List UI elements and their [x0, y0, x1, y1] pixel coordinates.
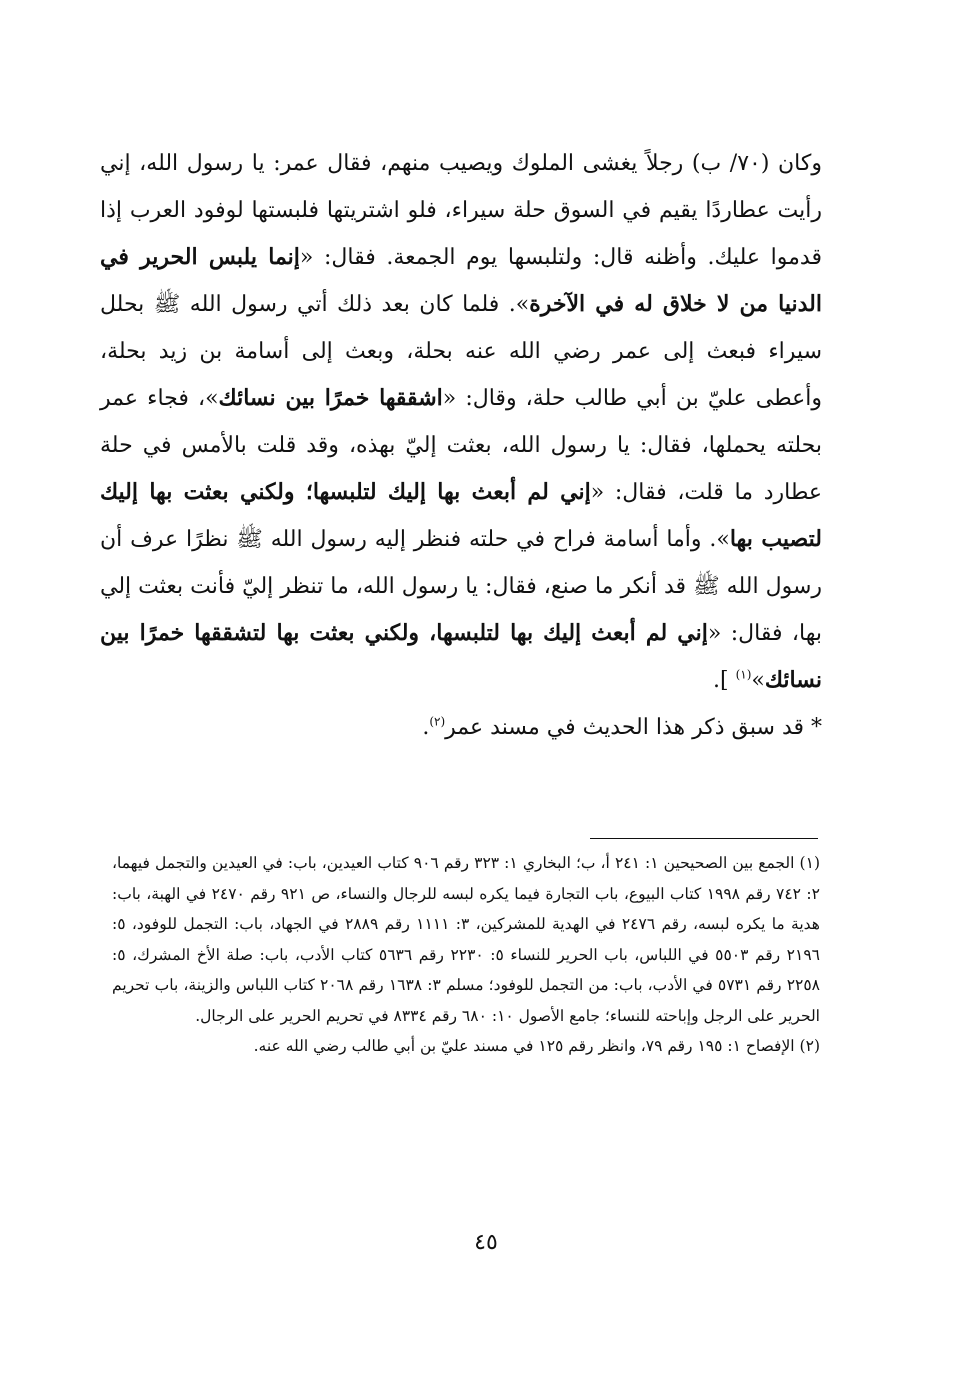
cross-reference-note: [100, 704, 822, 751]
footnote-1: [112, 848, 820, 1031]
footnote-number: (٢): [799, 1037, 820, 1055]
footnote-reference-1[interactable]: (١): [735, 667, 752, 682]
narration-text: »، فجاء عمر بحلته يحملها، فقال: يا رسول الله، بعثت إليّ بهذه، وقد قلت بالأمس في حلة عطارد ما قلت، فقال: «: [100, 386, 822, 505]
narration-text: وكان (٧٠/ ب) رجلاً يغشى الملوك ويصيب منهم، فقال عمر: يا رسول الله، إني رأيت عطاردًا يقيم في السوق حلة سيراء، فلو اشتريتها فلبستها لوفود العرب إذا قدموا عليك. وأظنه قال: ولتلبسها يوم الجمعة. فقال: «: [100, 151, 822, 270]
footnote-text: الإفصاح ١: ١٩٥ رقم ٧٩، وانظر رقم ١٢٥ في مسند عليّ بن أبي طالب رضي الله عنه.: [253, 1037, 795, 1055]
footnote-number: (١): [799, 854, 820, 872]
footnote-text: الجمع بين الصحيحين ١: ٢٤١ أ، ب؛ البخاري ١: ٣٢٣ رقم ٩٠٦ كتاب العيدين، باب: في العيدين والتجمل فيهما، ٢: ٧٤٢ رقم ١٩٩٨ كتاب البيوع، باب التجارة فيما يكره لبسه للرجال والنساء، ص ٩٢١ رقم ٢٤٧٠ في الهبة، باب: هدية ما يكره لبسه، رقم ٢٤٧٦ في الهدية للمشركين، ٣: ١١١١ رقم ٢٨٨٩ في الجهاد، باب: التجمل للوفود، ٥: ٢١٩٦ رقم ٥٥٠٣ في اللباس، باب الحرير للنساء ٥: ٢٢٣٠ رقم ٥٦٣٦ كتاب الأدب، باب: صلة الأخ المشرك، ٥: ٢٢٥٨ رقم ٥٧٣١ في الأدب، باب: من التجمل للوفود؛ مسلم ٣: ١٦٣٨ رقم ٢٠٦٨ كتاب اللباس والزينة، باب تحريم الحرير على الرجل وإباحته للنساء؛ جامع الأصول ١٠: ٦٨٠ رقم ٨٣٣٤ في تحريم الحرير على الرجال.: [112, 854, 820, 1025]
prophetic-quote: إنما يلبس الحرير في الدنيا من لا خلاق له في الآخرة: [100, 244, 822, 317]
note-text: * قد سبق ذكر هذا الحديث في مسند عمر: [445, 715, 822, 740]
narration-text: ». فلما كان بعد ذلك أتي رسول الله ﷺ بحلل سيراء فبعث إلى عمر رضي الله عنه بحلة، وبعث إلى أسامة بن زيد بحلة، وأعطى عليّ بن أبي طالب حلة، وقال: «: [100, 292, 823, 411]
narration-text: ].: [713, 668, 736, 693]
prophetic-quote: إني لم أبعث بها إليك لتلبسها؛ ولكني بعثت بها إليك لتصيب بها: [100, 479, 822, 552]
narration-text: ». وأما أسامة فراح في حلته فنظر إليه رسول الله ﷺ نظرًا عرف أن رسول الله ﷺ قد أنكر ما صنع، فقال: يا رسول الله، ما تنظر إليّ فأنت بعثت إلي بها، فقال: «: [100, 527, 822, 646]
footnote-2: [112, 1031, 820, 1062]
footnote-reference-2[interactable]: (٢): [429, 714, 446, 729]
prophetic-quote: إني لم أبعث إليك بها لتلبسها، ولكني بعثت بها لتشققها خمرًا بين نسائك: [100, 620, 822, 693]
page-number: ٤٥: [474, 1230, 498, 1255]
footnote-divider: [590, 838, 818, 839]
note-text: .: [422, 715, 430, 740]
prophetic-quote: اشققها خمرًا بين نسائك: [218, 385, 443, 411]
narration-text: »: [751, 668, 765, 693]
main-text: [100, 140, 822, 751]
footnotes: [112, 848, 820, 1062]
hadith-paragraph: [100, 140, 822, 704]
